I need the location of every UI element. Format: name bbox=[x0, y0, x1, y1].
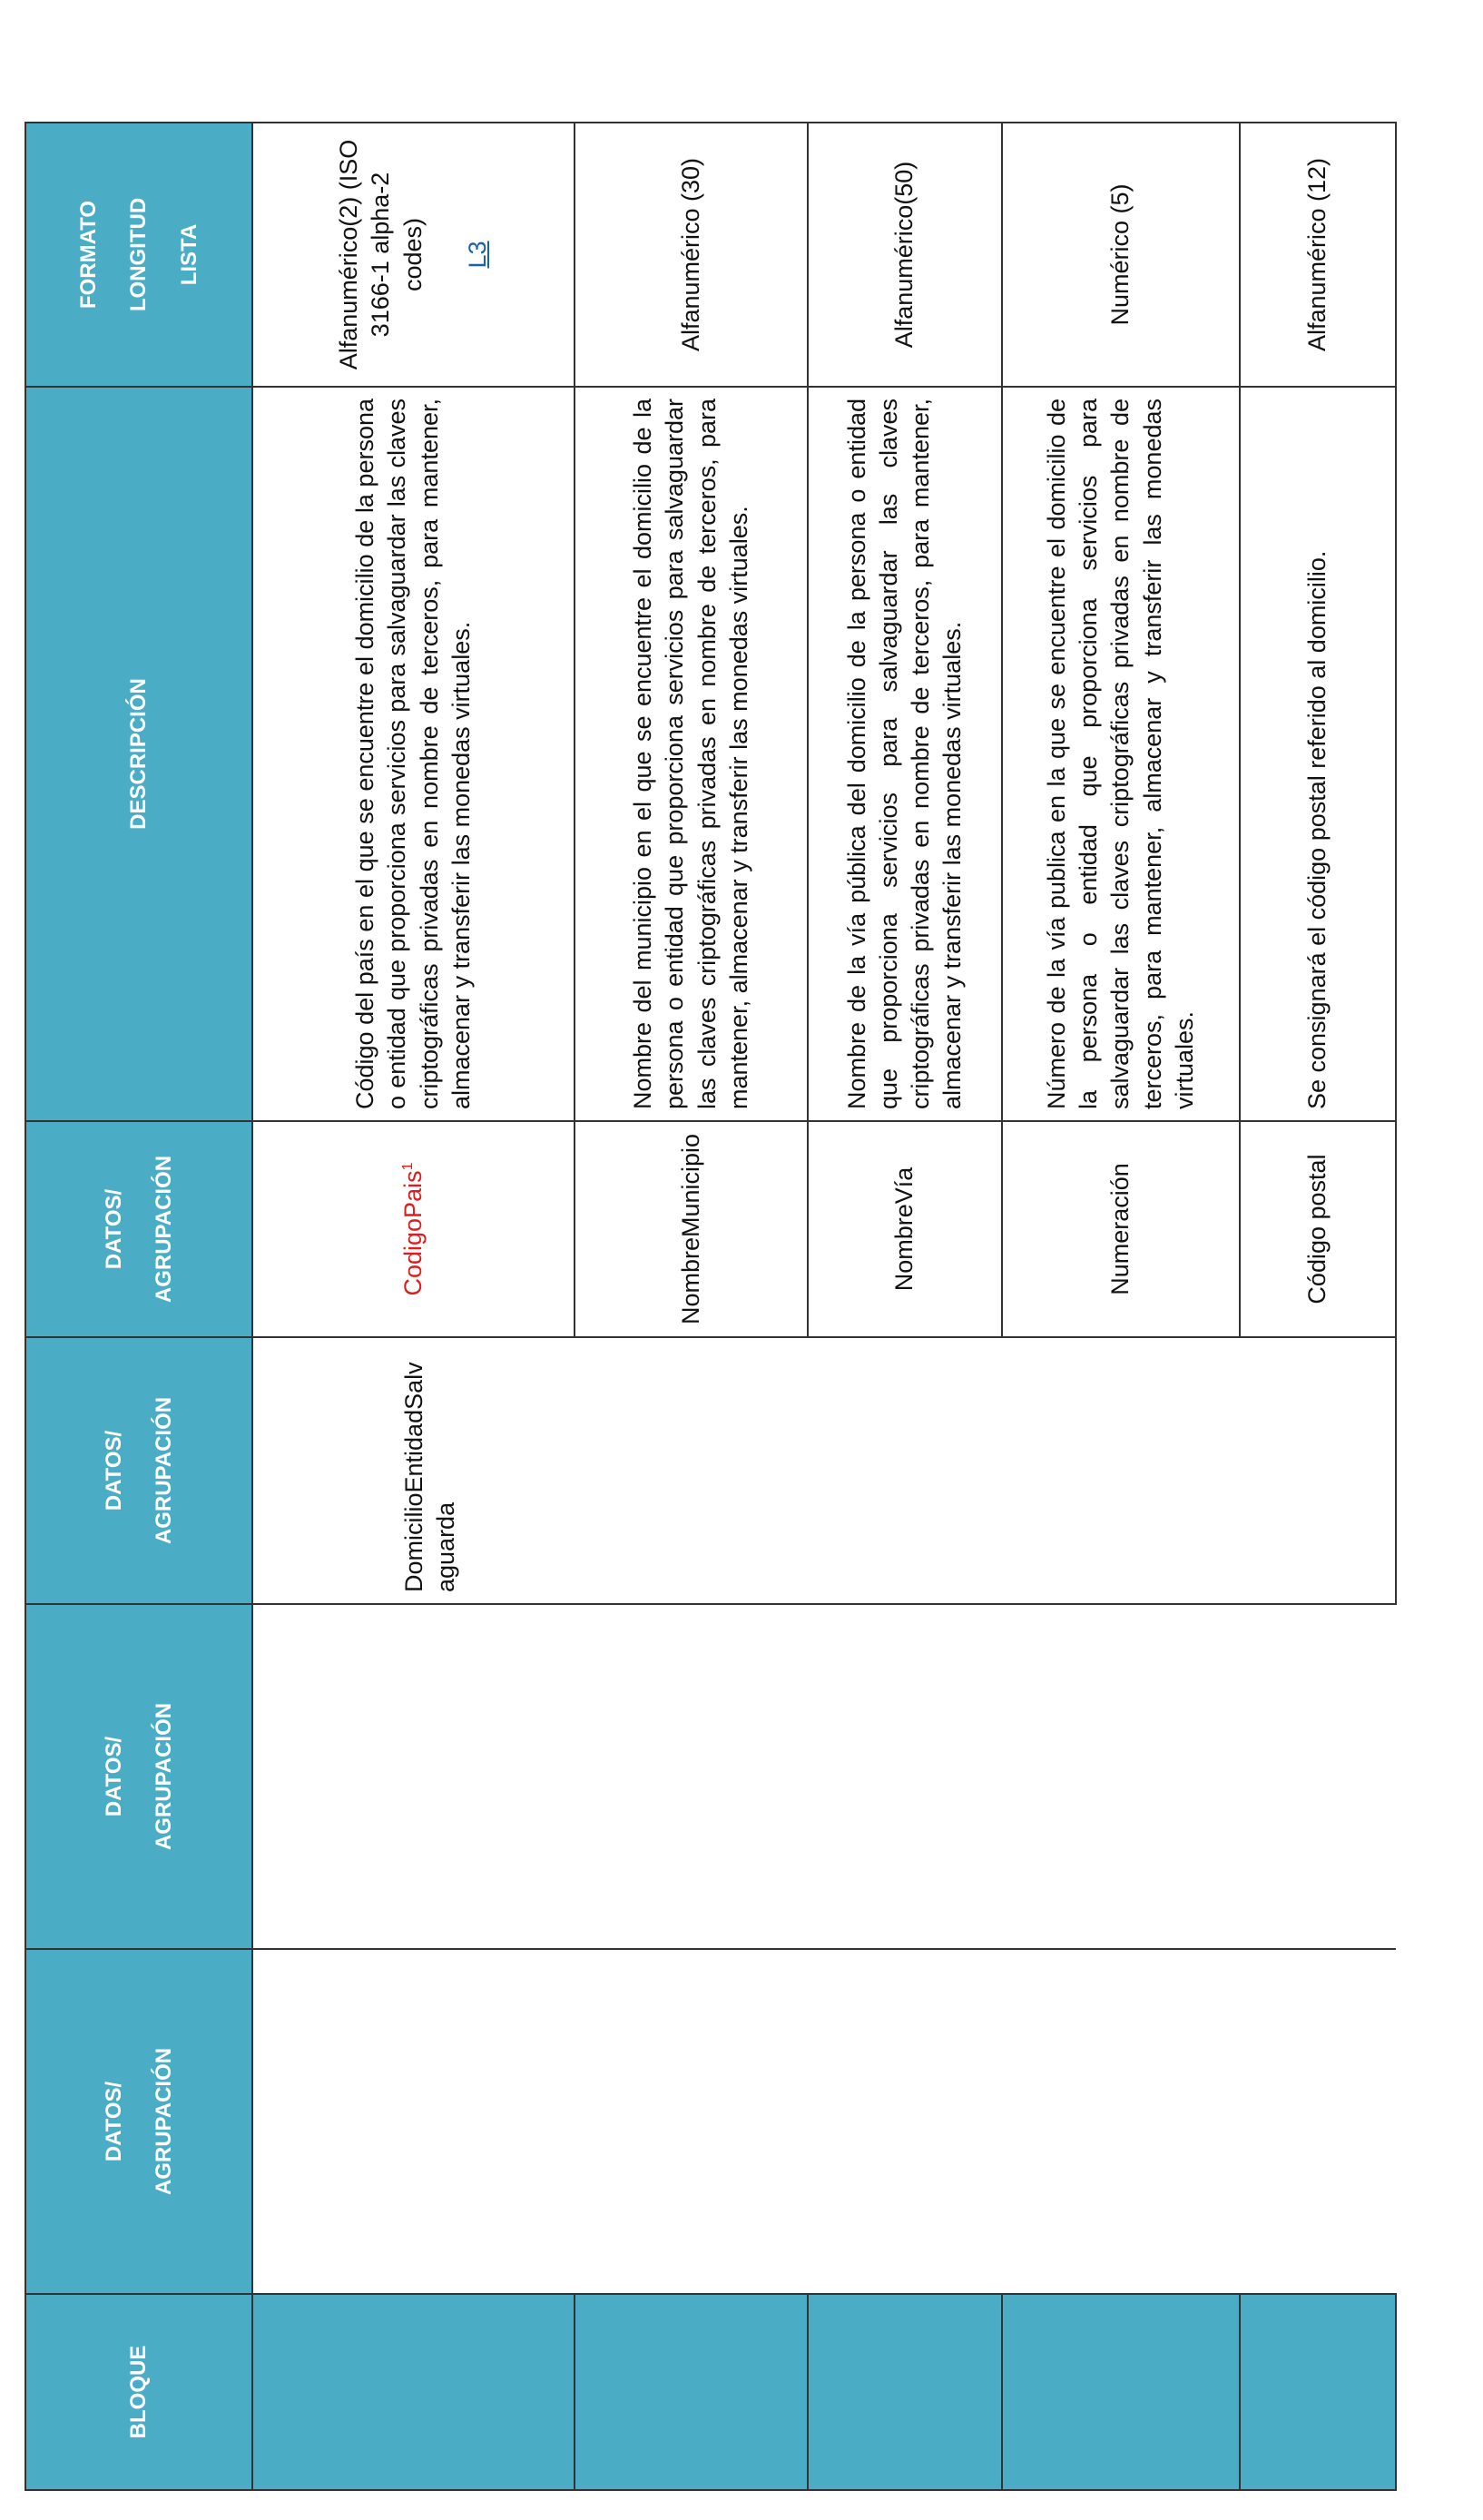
field-cell: NombreMunicipio bbox=[575, 1121, 808, 1337]
format-link-l3[interactable]: L3 bbox=[463, 241, 491, 269]
field-codigo-pais: CodigoPais bbox=[398, 1170, 427, 1296]
field-cell: Numeración bbox=[1002, 1121, 1240, 1337]
format-cell: Alfanumérico (30) bbox=[575, 123, 808, 387]
header-descripcion: DESCRIPCIÓN bbox=[25, 387, 252, 1121]
description-cell: Número de la vía publica en la que se encuentre el domicilio de la persona o entidad que proporciona servicios para salvaguardar las claves criptográficas privadas en nombre de terceros, para mantener, almacenar y transferir las monedas virtuales. bbox=[1002, 387, 1240, 1121]
group-cell-2 bbox=[808, 1604, 1002, 1949]
group-cell-1 bbox=[1240, 1949, 1396, 2294]
header-datos-2: DATOS/ AGRUPACIÓN bbox=[25, 1604, 252, 1949]
bloque-cell bbox=[1002, 2294, 1240, 2490]
table-row bbox=[1002, 123, 1240, 2490]
table-row bbox=[1240, 123, 1396, 2490]
bloque-cell bbox=[252, 2294, 575, 2490]
group-cell-1 bbox=[575, 1949, 808, 2294]
header-row bbox=[25, 123, 252, 2490]
footnote-ref: 1 bbox=[399, 1162, 416, 1171]
header-datos-1: DATOS/ AGRUPACIÓN bbox=[25, 1949, 252, 2294]
header-formato: FORMATO LONGITUD LISTA bbox=[25, 123, 252, 387]
group-cell-2 bbox=[575, 1604, 808, 1949]
description-cell: Nombre del municipio en el que se encuentre el domicilio de la persona o entidad que proporciona servicios para salvaguardar las claves criptográficas privadas en nombre de terceros, para mantener, almacenar y transferir las monedas virtuales. bbox=[575, 387, 808, 1121]
group-name-cell bbox=[252, 1337, 1396, 1604]
field-cell: Código postal bbox=[1240, 1121, 1396, 1337]
table-row bbox=[808, 123, 1002, 2490]
format-cell: Numérico (5) bbox=[1002, 123, 1240, 387]
format-cell: Alfanumérico (12) bbox=[1240, 123, 1396, 387]
group-cell-2 bbox=[252, 1604, 575, 1949]
group-cell-2 bbox=[1240, 1604, 1396, 1949]
bloque-cell bbox=[808, 2294, 1002, 2490]
table-row bbox=[575, 123, 808, 2490]
format-cell bbox=[252, 123, 575, 387]
field-cell bbox=[252, 1121, 575, 1337]
group-cell-1 bbox=[808, 1949, 1002, 2294]
header-datos-4: DATOS/ AGRUPACIÓN bbox=[25, 1121, 252, 1337]
group-cell-2 bbox=[1002, 1604, 1240, 1949]
description-cell: Código del país en el que se encuentre el domicilio de la persona o entidad que proporciona servicios para salvaguardar las claves criptográficas privadas en nombre de terceros, para mantener, almacenar y transferir las monedas virtuales. bbox=[252, 387, 575, 1121]
field-cell: NombreVía bbox=[808, 1121, 1002, 1337]
rotated-page bbox=[25, 123, 1379, 2491]
header-bloque: BLOQUE bbox=[25, 2294, 252, 2490]
group-cell-1 bbox=[252, 1949, 575, 2294]
format-cell: Alfanumérico(50) bbox=[808, 123, 1002, 387]
description-cell: Se consignará el código postal referido al domicilio. bbox=[1240, 387, 1396, 1121]
data-structure-table bbox=[25, 122, 1397, 2491]
table-row bbox=[252, 123, 575, 2490]
bloque-cell bbox=[575, 2294, 808, 2490]
group-name: DomicilioEntidadSalvaguarda bbox=[400, 1362, 460, 1592]
format-text: Alfanumérico(2) (ISO 3166-1 alpha-2 codes) bbox=[335, 139, 427, 370]
bloque-cell bbox=[1240, 2294, 1396, 2490]
description-cell: Nombre de la vía pública del domicilio de la persona o entidad que proporciona servicios para salvaguardar las claves criptográficas privadas en nombre de terceros, para mantener, almacenar y transferir las monedas virtuales. bbox=[808, 387, 1002, 1121]
group-cell-1 bbox=[1002, 1949, 1240, 2294]
header-datos-3: DATOS/ AGRUPACIÓN bbox=[25, 1337, 252, 1604]
